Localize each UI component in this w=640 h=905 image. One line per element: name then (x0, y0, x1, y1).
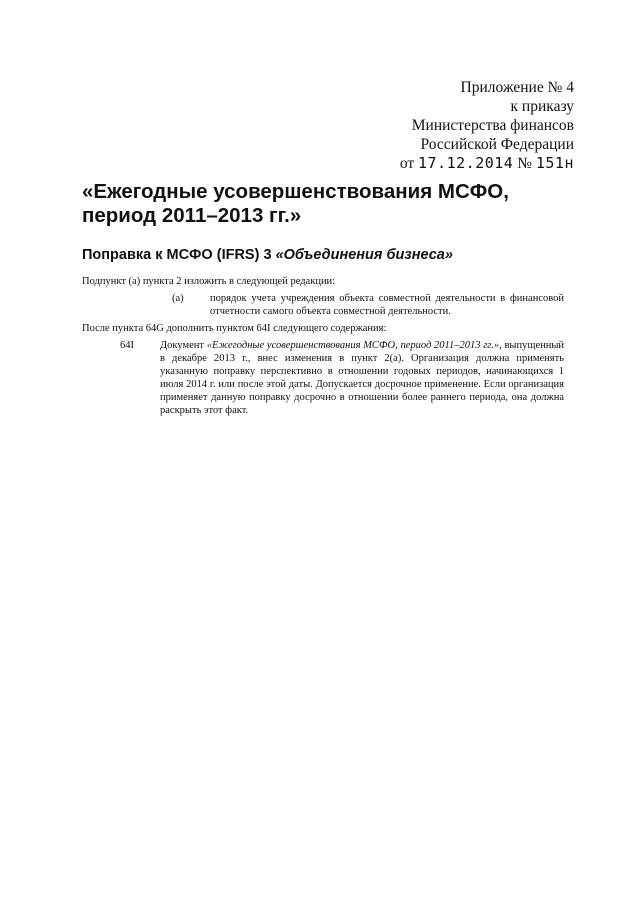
appendix-order-ref: к приказу (510, 98, 574, 115)
appendix-ministry: Министерства финансов (411, 117, 574, 134)
list-item-a (172, 292, 564, 318)
appendix-date-line (400, 154, 574, 173)
appendix-country: Российской Федерации (420, 136, 574, 153)
document-title-line-1: «Ежегодные усовершенствования МСФО, (82, 180, 509, 203)
amendment-heading-standard: «Объединения бизнеса» (275, 247, 453, 263)
amendment-heading (82, 246, 453, 264)
paragraph-italic-title: «Ежегодные усовершенствования МСФО, период 2011–2013 гг.» (206, 340, 500, 351)
order-date: 17.12.2014 (418, 154, 514, 172)
appendix-title: Приложение № 4 (460, 79, 574, 96)
list-item-marker: (а) (172, 293, 184, 304)
document-title (82, 180, 542, 228)
date-prefix: от (399, 155, 415, 172)
appendix-header (400, 78, 574, 173)
intro-subparagraph-a: Подпункт (а) пункта 2 изложить в следующей редакции: (82, 276, 336, 287)
document-title-line-2: период 2011–2013 гг.» (82, 204, 302, 227)
paragraph-64i-text (160, 339, 564, 417)
order-number: 151н (535, 154, 574, 172)
paragraph-64i (120, 339, 564, 417)
paragraph-number: 64I (120, 340, 134, 351)
intro-paragraph-64i: После пункта 64G дополнить пунктом 64I следующего содержания: (82, 323, 387, 334)
paragraph-rest: , выпущенный в декабре 2013 г., внес изменения в пункт 2(а). Организация должна применять указанную поправку перспективно в отношении годовых периодов, начинающихся 1 июля 2014 г. или после этой даты. Допускается досрочное применение. Если организация применяет данную поправку досрочно в отношении более раннего периода, она должна раскрыть этот факт. (160, 340, 565, 416)
amendment-heading-prefix: Поправка к МСФО (IFRS) 3 (82, 247, 272, 263)
list-item-text: порядок учета учреждения объекта совместной деятельности в финансовой отчетности самого объекта совместной деятельности. (210, 293, 564, 317)
number-prefix: № (517, 155, 532, 172)
paragraph-lead: Документ (160, 340, 204, 351)
